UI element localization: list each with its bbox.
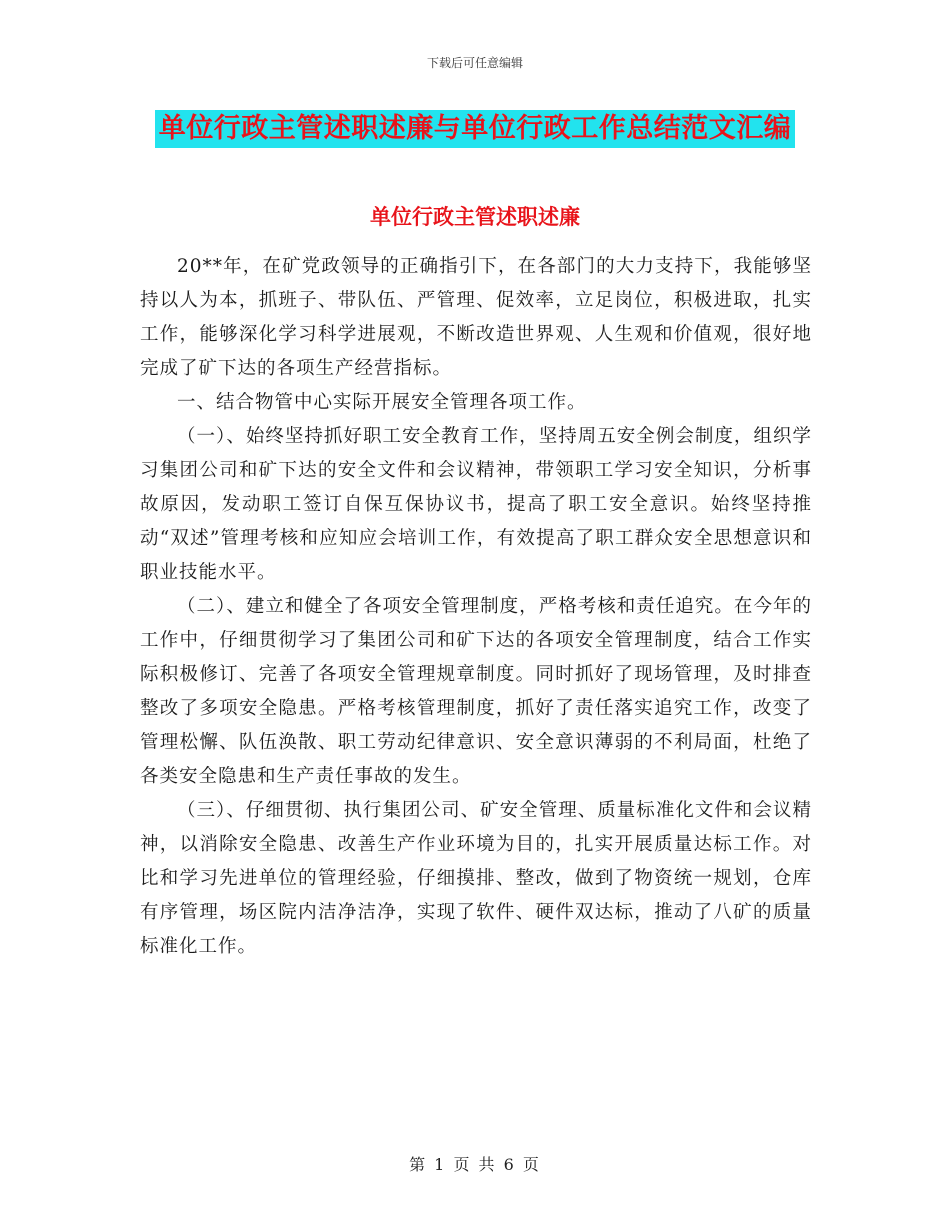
- paragraph-intro: 20**年，在矿党政领导的正确指引下，在各部门的大力支持下，我能够坚持以人为本，抓班子、带队伍、严管理、促效率，立足岗位，积极进取，扎实工作，能够深化学习科学进展观，不断改造世界观、人生观和价值观，很好地完成了矿下达的各项生产经营指标。: [140, 256, 812, 379]
- page-header-note: 下载后可任意编辑: [426, 56, 523, 70]
- document-body: [140, 250, 812, 964]
- paragraph-heading-1: 一、结合物管中心实际开展安全管理各项工作。: [177, 392, 587, 413]
- paragraph-item-3: （三）、仔细贯彻、执行集团公司、矿安全管理、质量标准化文件和会议精神，以消除安全隐患、改善生产作业环境为目的，扎实开展质量达标工作。对比和学习先进单位的管理经验，仔细摸排、整改，做到了物资统一规划，仓库有序管理，场区院内洁净洁净，实现了软件、硬件双达标，推动了八矿的质量标准化工作。: [140, 800, 812, 957]
- paragraph-item-2: （二）、建立和健全了各项安全管理制度，严格考核和责任追究。在今年的工作中，仔细贯彻学习了集团公司和矿下达的各项安全管理制度，结合工作实际积极修订、完善了各项安全管理规章制度。同时抓好了现场管理，及时排查整改了多项安全隐患。严格考核管理制度，抓好了责任落实追究工作，改变了管理松懈、队伍涣散、职工劳动纪律意识、安全意识薄弱的不利局面，杜绝了各类安全隐患和生产责任事故的发生。: [140, 596, 812, 787]
- document-title: 单位行政主管述职述廉与单位行政工作总结范文汇编: [155, 110, 796, 148]
- main-title-container: [0, 110, 950, 148]
- page-number: 第 1 页 共 6 页: [409, 1155, 541, 1174]
- section-title: 单位行政主管述职述廉: [370, 204, 580, 229]
- paragraph-item-1: （一）、始终坚持抓好职工安全教育工作，坚持周五安全例会制度，组织学习集团公司和矿下达的安全文件和会议精神，带领职工学习安全知识，分析事故原因，发动职工签订自保互保协议书，提高了职工安全意识。始终坚持推动“双述”管理考核和应知应会培训工作，有效提高了职工群众安全思想意识和职业技能水平。: [140, 426, 812, 583]
